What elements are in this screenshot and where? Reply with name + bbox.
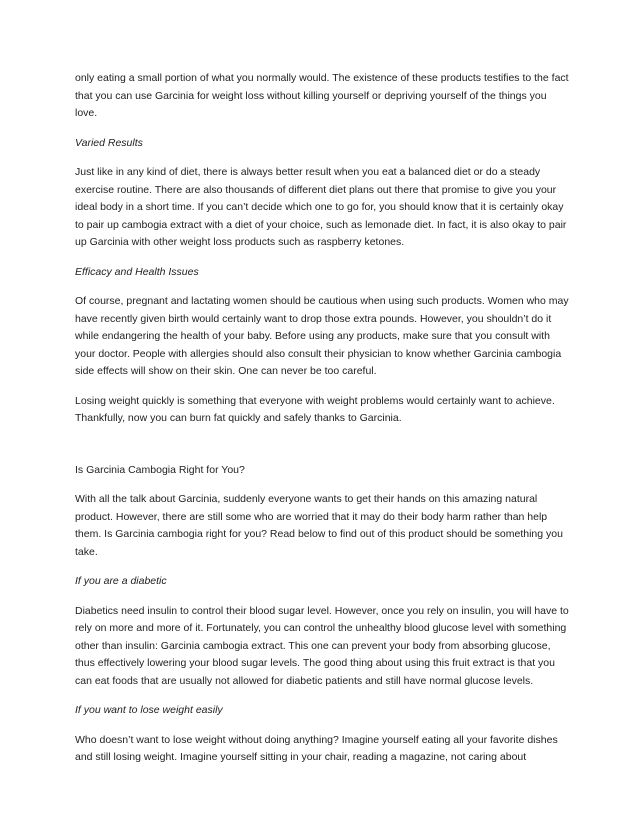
section-heading-efficacy: Efficacy and Health Issues: [75, 265, 199, 278]
paragraph: Of course, pregnant and lactating women should be cautious when using such products. Women who may have recently given birth would certainly want to drop those extra pounds. However, you shouldn’t do it while endangering the health of your baby. Before using any products, make sure that you consult with your doctor. People with allergies should also consult their physician to know whether Garcinia cambogia side effects will show on their skin. One can never be too careful.: [75, 295, 569, 377]
section-heading-diabetic: If you are a diabetic: [75, 575, 167, 587]
spacer: [75, 440, 570, 462]
section-heading-varied-results: Varied Results: [75, 136, 143, 149]
paragraph: With all the talk about Garcinia, suddenly everyone wants to get their hands on this amazing natural product. However, there are still some who are worried that it may do their body harm rather than help them. Is Garcinia cambogia right for you? Read below to find out of this product should be something you take.: [75, 493, 563, 558]
paragraph: Diabetics need insulin to control their blood sugar level. However, once you rely on insulin, you will have to rely on more and more of it. Fortunately, you can control the unhealthy blood glucose level with something other than insulin: Garcinia cambogia extract. This one can prevent your body from absorbing glucose, thus effectively lowering your blood sugar levels. The good thing about using this fruit extract is that you can eat foods that are usually not allowed for diabetic patients and still have normal glucose levels.: [75, 604, 569, 687]
paragraph: only eating a small portion of what you normally would. The existence of these products testifies to the fact that you can use Garcinia for weight loss without killing yourself or depriving yourself of the things you love.: [75, 72, 569, 119]
document-page: [75, 70, 570, 779]
paragraph: Who doesn’t want to lose weight without doing anything? Imagine yourself eating all your favorite dishes and still losing weight. Imagine yourself sitting in your chair, reading a magazine, not caring about: [75, 733, 558, 763]
article-title: Is Garcinia Cambogia Right for You?: [75, 463, 245, 476]
paragraph: Losing weight quickly is something that everyone with weight problems would certainly want to achieve. Thankfully, now you can burn fat quickly and safely thanks to Garcinia.: [75, 394, 555, 424]
paragraph: Just like in any kind of diet, there is always better result when you eat a balanced diet or do a steady exercise routine. There are also thousands of different diet plans out there that promise to give you your ideal body in a short time. If you can’t decide which one to go for, you should know that it is certainly okay to pair up cambogia extract with a diet of your choice, such as lemonade diet. In fact, it is also okay to pair up Garcinia with other weight loss products such as raspberry ketones.: [75, 166, 567, 248]
section-heading-lose-weight: If you want to lose weight easily: [75, 704, 223, 716]
